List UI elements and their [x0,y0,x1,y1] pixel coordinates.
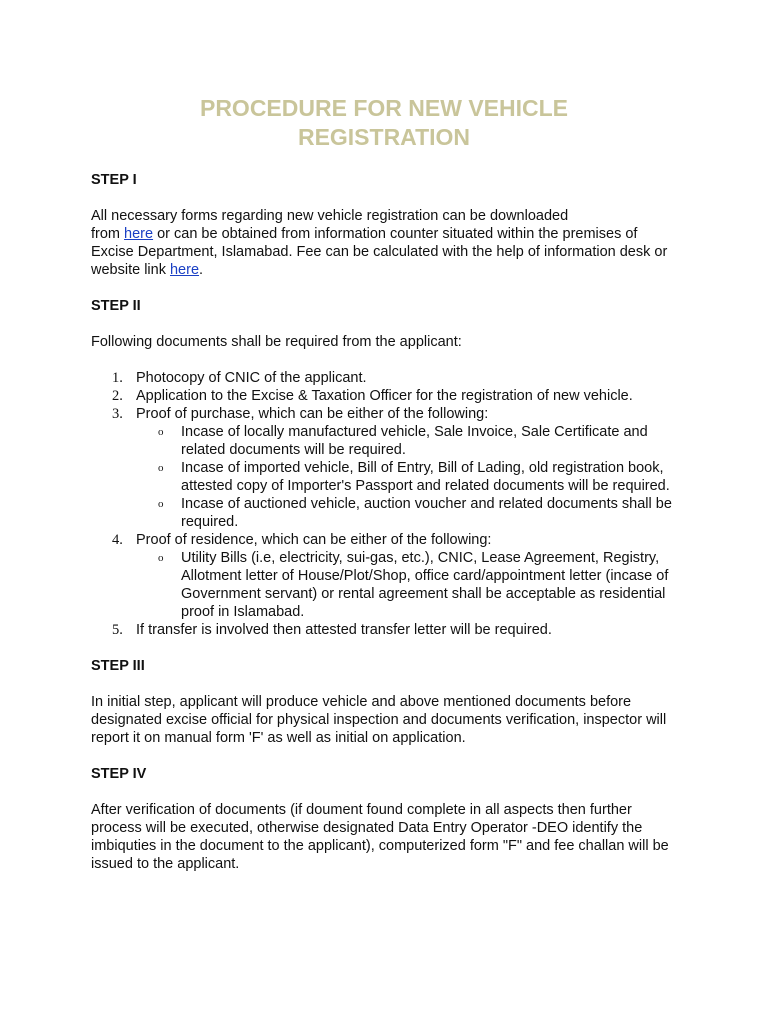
bullet-icon: o [158,426,164,438]
step-1-from: from [91,226,125,242]
sub-list-item [136,459,681,495]
sub-list-item-text: Utility Bills (i.e, electricity, sui-gas, etc.), CNIC, Lease Agreement, Registry, Allotment letter of House/Plot/Shop, office card/appointment letter (incase of Government servant) or rental agreement shall be acceptable as residential proof in Islamabad. [181,550,669,620]
sub-list-item [136,549,681,621]
bullet-icon: o [158,498,164,510]
list-item-text: Photocopy of CNIC of the applicant. [136,370,367,386]
sub-list-item [136,423,681,459]
sub-list-item-text: Incase of locally manufactured vehicle, Sale Invoice, Sale Certificate and related documents will be required. [181,424,648,458]
sub-list-item-text: Incase of imported vehicle, Bill of Entry, Bill of Lading, old registration book, attested copy of Importer's Passport and related documents will be required. [181,460,670,494]
fee-website-link[interactable]: here [169,262,200,278]
step-1-heading: STEP I [91,172,137,188]
list-item-number: 3. [112,406,123,422]
forms-download-link[interactable]: here [124,226,154,242]
list-item-number: 4. [112,532,123,548]
list-item-number: 5. [112,622,123,638]
list-item-text: If transfer is involved then attested transfer letter will be required. [136,622,552,638]
step-1-text: or can be obtained from information counter situated within the premises of Excise Department, Islamabad. Fee can be calculated with the help of information desk or website link [91,226,668,278]
list-item [91,531,681,621]
step-3-heading: STEP III [91,658,145,674]
step-2-heading: STEP II [91,298,141,314]
page-title: PROCEDURE FOR NEW VEHICLE REGISTRATION [199,95,569,150]
bullet-icon: o [158,462,164,474]
list-item-number: 2. [112,388,123,404]
list-item-text: Application to the Excise & Taxation Officer for the registration of new vehicle. [136,388,633,404]
list-item [91,387,681,405]
document-body [91,171,681,873]
step-4-paragraph: After verification of documents (if doument found complete in all aspects then further process will be executed, otherwise designated Data Entry Operator -DEO identify the imbiquties in the document to the applicant), computerized form "F" and fee challan will be issued to the applicant. [91,802,669,872]
list-item-number: 1. [112,370,123,386]
purchase-proof-sublist [136,423,681,531]
sub-list-item-text: Incase of auctioned vehicle, auction voucher and related documents shall be required. [181,496,672,530]
step-1-line1: All necessary forms regarding new vehicle registration can be downloaded [91,208,569,224]
step-3-paragraph: In initial step, applicant will produce vehicle and above mentioned documents before designated excise official for physical inspection and documents verification, inspector will report it on manual form 'F' as well as initial on application. [91,694,667,746]
step-1-end: . [199,262,204,278]
bullet-icon: o [158,552,164,564]
residence-proof-sublist [136,549,681,621]
required-documents-list [91,369,681,639]
sub-list-item [136,495,681,531]
list-item [91,369,681,387]
list-item [91,621,681,639]
step-4-heading: STEP IV [91,766,147,782]
step-2-intro: Following documents shall be required from the applicant: [91,334,462,350]
list-item-text: Proof of residence, which can be either of the following: [136,532,492,548]
list-item [91,405,681,531]
step-1-paragraph [91,207,681,279]
list-item-text: Proof of purchase, which can be either of the following: [136,406,489,422]
